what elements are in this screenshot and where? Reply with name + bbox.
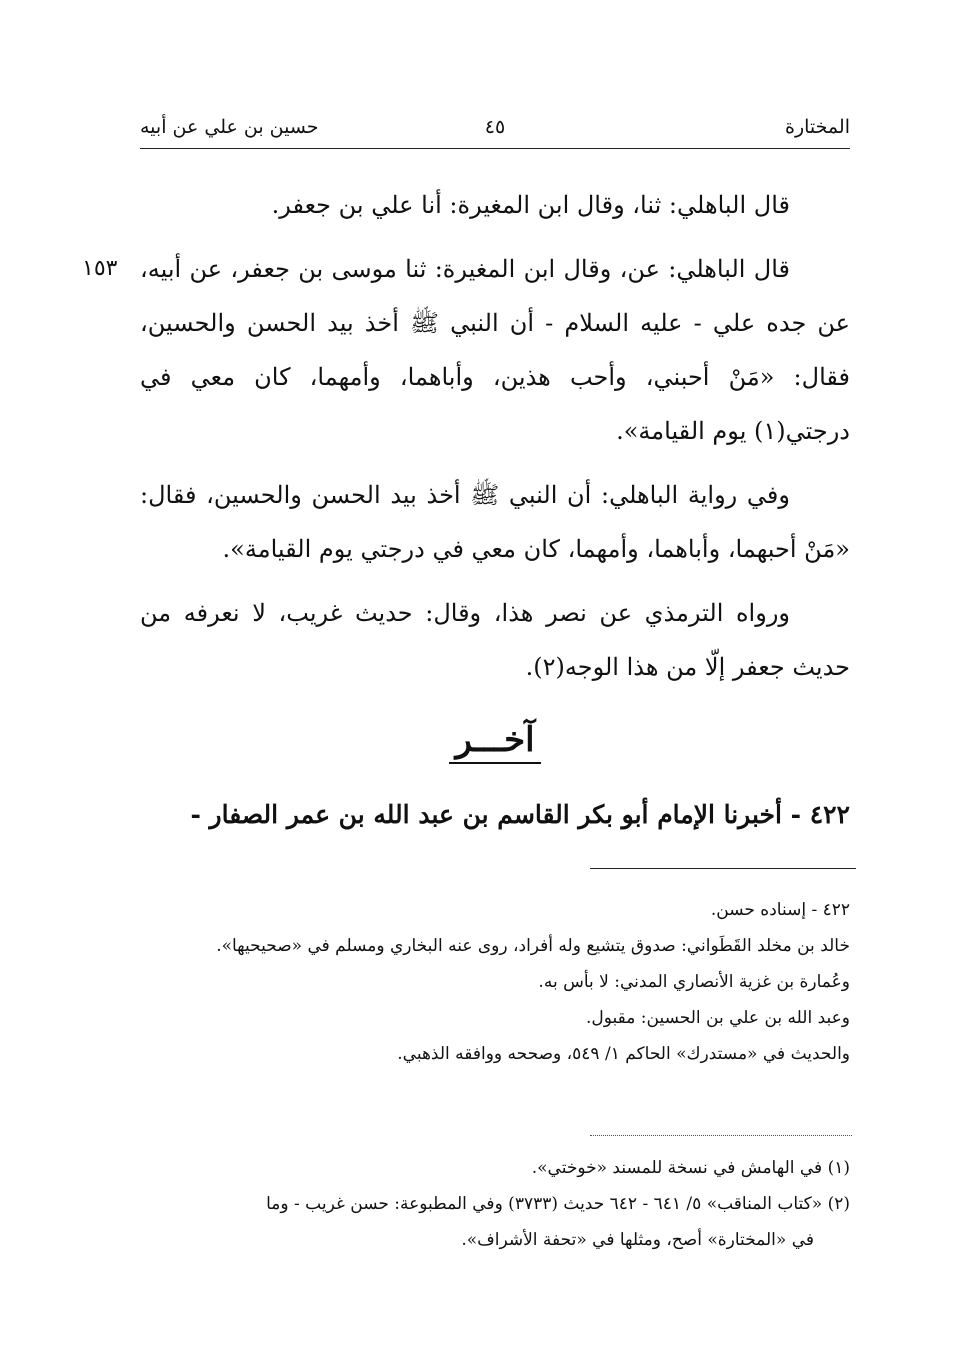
- header-book-title: المختارة: [785, 116, 850, 138]
- section-heading-text: آخـــر: [449, 720, 540, 764]
- footnote: (١) في الهامش في نسخة للمسند «خوختي».: [531, 1158, 850, 1178]
- paragraph: وفي رواية الباهلي: أن النبي ﷺ أخذ بيد الحسن والحسين، فقال: «مَنْ أحبهما، وأباهما، وأمهما، كان معي في درجتي يوم القيامة».: [140, 481, 850, 563]
- note-line: وعُمارة بن غزية الأنصاري المدني: لا بأس به.: [538, 972, 850, 992]
- header-chapter-title: حسين بن علي عن أبيه: [140, 116, 319, 138]
- page-number: ٤٥: [484, 116, 506, 138]
- footnotes: [140, 1150, 850, 1258]
- page-header: [140, 112, 850, 149]
- paragraph: قال الباهلي: عن، وقال ابن المغيرة: ثنا موسى بن جعفر، عن أبيه، عن جده علي - عليه السلام - أن النبي ﷺ أخذ بيد الحسن والحسين، فقال: «مَنْ أحبني، وأحب هذين، وأباهما، وأمهما، كان معي في درجتي(١) يوم القيامة».: [140, 255, 850, 445]
- commentary-notes: [140, 892, 850, 1072]
- footnote-continuation: في «المختارة» أصح، ومثلها في «تحفة الأشراف».: [461, 1230, 814, 1250]
- margin-hadith-number: ١٥٣: [82, 256, 118, 281]
- paragraph: قال الباهلي: ثنا، وقال ابن المغيرة: أنا علي بن جعفر.: [271, 191, 790, 219]
- footnote: (٢) «كتاب المناقب» ٥/ ٦٤١ - ٦٤٢ حديث (٣٧٣٣) وفي المطبوعة: حسن غريب - وما: [266, 1194, 850, 1214]
- hadith-opening-line: ٤٢٢ - أخبرنا الإمام أبو بكر القاسم بن عبد الله بن عمر الصفار -: [190, 800, 850, 829]
- note-line: خالد بن مخلد القَطَواني: صدوق يتشيع وله أفراد، روى عنه البخاري ومسلم في «صحيحيها».: [216, 936, 850, 956]
- notes-divider: [590, 868, 856, 869]
- note-line: ٤٢٢ - إسناده حسن.: [710, 900, 850, 920]
- paragraph: ورواه الترمذي عن نصر هذا، وقال: حديث غريب، لا نعرفه من حديث جعفر إلّا من هذا الوجه(٢).: [140, 599, 850, 681]
- main-text: [140, 178, 850, 704]
- note-line: والحديث في «مستدرك» الحاكم ١/ ٥٤٩، وصححه ووافقه الذهبي.: [397, 1044, 850, 1064]
- section-heading: [140, 720, 850, 760]
- footnotes-divider: [590, 1135, 852, 1136]
- note-line: وعبد الله بن علي بن الحسين: مقبول.: [586, 1008, 850, 1028]
